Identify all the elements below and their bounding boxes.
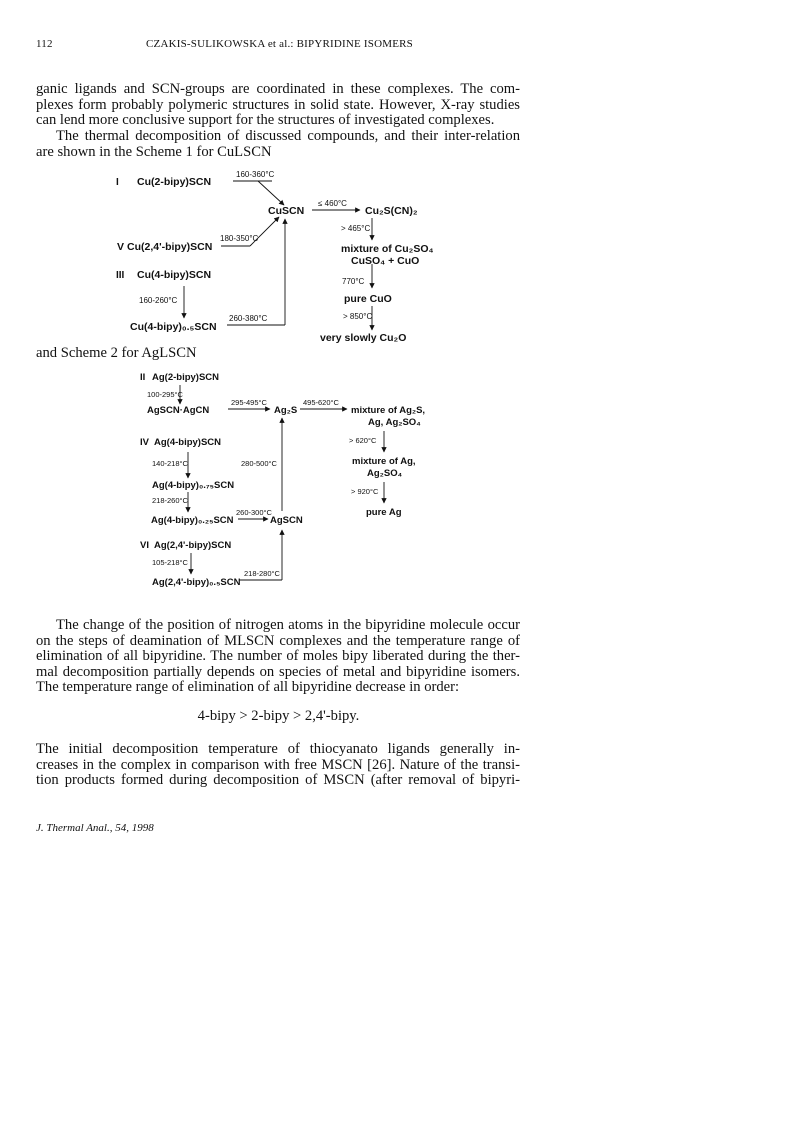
paragraph-4 — [36, 742, 520, 789]
compound-III-label: III — [116, 270, 125, 281]
compound-I: Cu(2-bipy)SCN — [137, 176, 212, 188]
text-line: The change of the position of nitrogen atoms in the bipyridine molecule occur — [56, 617, 520, 633]
temp-label: 218-280°C — [244, 569, 280, 578]
text-line: can lend more conclusive support for the structures of investigated complexes. — [36, 112, 495, 129]
ag2s-node: Ag₂S — [274, 405, 298, 416]
temp-label: 180-350°C — [220, 234, 259, 243]
temp-label: > 920°C — [351, 487, 379, 496]
cu2scn2-node: Cu₂S(CN)₂ — [365, 205, 418, 217]
ag025-node: Ag(4-bipy)₀.₂₅SCN — [151, 515, 234, 526]
temp-label: ≤ 460°C — [318, 199, 347, 208]
temp-label: > 850°C — [343, 312, 373, 321]
compound-IV: Ag(4-bipy)SCN — [154, 437, 222, 448]
compound-II-label: II — [140, 372, 146, 383]
pure-cuo-node: pure CuO — [344, 293, 392, 305]
compound-II: Ag(2-bipy)SCN — [152, 372, 220, 383]
text-line: elimination of all bipyridine. The number of moles bipy liberated during the ther- — [36, 648, 520, 665]
paragraph-3 — [36, 618, 520, 696]
temp-label: > 620°C — [349, 436, 377, 445]
compound-V-label: V — [117, 241, 125, 253]
cu4-half-node: Cu(4-bipy)₀.₅SCN — [130, 321, 217, 333]
text-line: ganic ligands and SCN-groups are coordinated in these complexes. The com- — [36, 81, 520, 97]
temp-label: 260-300°C — [236, 508, 272, 517]
compound-V: Cu(2,4'-bipy)SCN — [127, 241, 213, 253]
text-line: The thermal decomposition of discussed compounds, and their inter-relation — [56, 128, 520, 144]
temp-label: 495-620°C — [303, 398, 339, 407]
page-number: 112 — [36, 38, 53, 50]
cuscn-node: CuSCN — [268, 205, 305, 217]
text-line: The temperature range of elimination of all bipyridine decrease in order: — [36, 679, 460, 696]
temp-label: > 465°C — [341, 224, 371, 233]
agscn-agcn-node: AgSCN·AgCN — [147, 405, 210, 416]
compound-IV-label: IV — [140, 437, 149, 448]
mixture-b-node: Ag₂SO₄ — [367, 468, 403, 479]
text-line: The initial decomposition temperature of thiocyanato ligands generally in- — [36, 741, 520, 757]
text-line: on the steps of deamination of MLSCN complexes and the temperature range of — [36, 632, 520, 649]
temp-label: 280-500°C — [241, 459, 277, 468]
mixture-a-node: Ag, Ag₂SO₄ — [368, 417, 421, 428]
mixture-node: mixture of Cu₂SO₄ — [341, 243, 434, 255]
order-formula: 4-bipy > 2-bipy > 2,4'-bipy. — [197, 708, 360, 724]
cu2o-node: very slowly Cu₂O — [320, 332, 407, 344]
compound-VI: Ag(2,4'-bipy)SCN — [154, 540, 232, 551]
temp-label: 260-380°C — [229, 314, 268, 323]
temp-label: 100-295°C — [147, 390, 183, 399]
mixture-node: CuSO₄ + CuO — [351, 255, 420, 267]
ag24-half-node: Ag(2,4'-bipy)₀.₅SCN — [152, 577, 241, 588]
temp-label: 218-260°C — [152, 496, 188, 505]
mixture-b-node: mixture of Ag, — [352, 456, 416, 467]
text-line: tion products formed during decomposition of MSCN (after removal of bipyri- — [36, 772, 520, 789]
text-line: are shown in the Scheme 1 for CuLSCN — [36, 143, 272, 160]
text-line: mal decomposition partially depends on species of metal and bipyridine isomers. — [36, 663, 520, 680]
running-title: CZAKIS-SULIKOWSKA et al.: BIPYRIDINE ISOMERS — [146, 38, 413, 50]
temp-label: 105-218°C — [152, 558, 188, 567]
mixture-a-node: mixture of Ag₂S, — [351, 405, 426, 416]
text-line: creases in the complex in comparison with free MSCN [26]. Nature of the transi- — [36, 756, 520, 773]
compound-I-label: I — [116, 177, 119, 188]
temp-label: 160-260°C — [139, 296, 178, 305]
temp-label: 160-360°C — [236, 170, 275, 179]
text-line: and Scheme 2 for AgLSCN — [36, 345, 197, 361]
temp-label: 295-495°C — [231, 398, 267, 407]
compound-VI-label: VI — [140, 540, 149, 551]
ag075-node: Ag(4-bipy)₀.₇₅SCN — [152, 480, 235, 491]
temp-label: 140-218°C — [152, 459, 188, 468]
compound-III: Cu(4-bipy)SCN — [137, 269, 212, 281]
text-line: plexes form probably polymeric structures in solid state. However, X-ray studies — [36, 96, 520, 113]
agscn-node: AgSCN — [270, 515, 303, 526]
pure-ag-node: pure Ag — [366, 507, 402, 518]
temp-label: 770°C — [342, 277, 365, 286]
journal-footer: J. Thermal Anal., 54, 1998 — [36, 822, 154, 834]
